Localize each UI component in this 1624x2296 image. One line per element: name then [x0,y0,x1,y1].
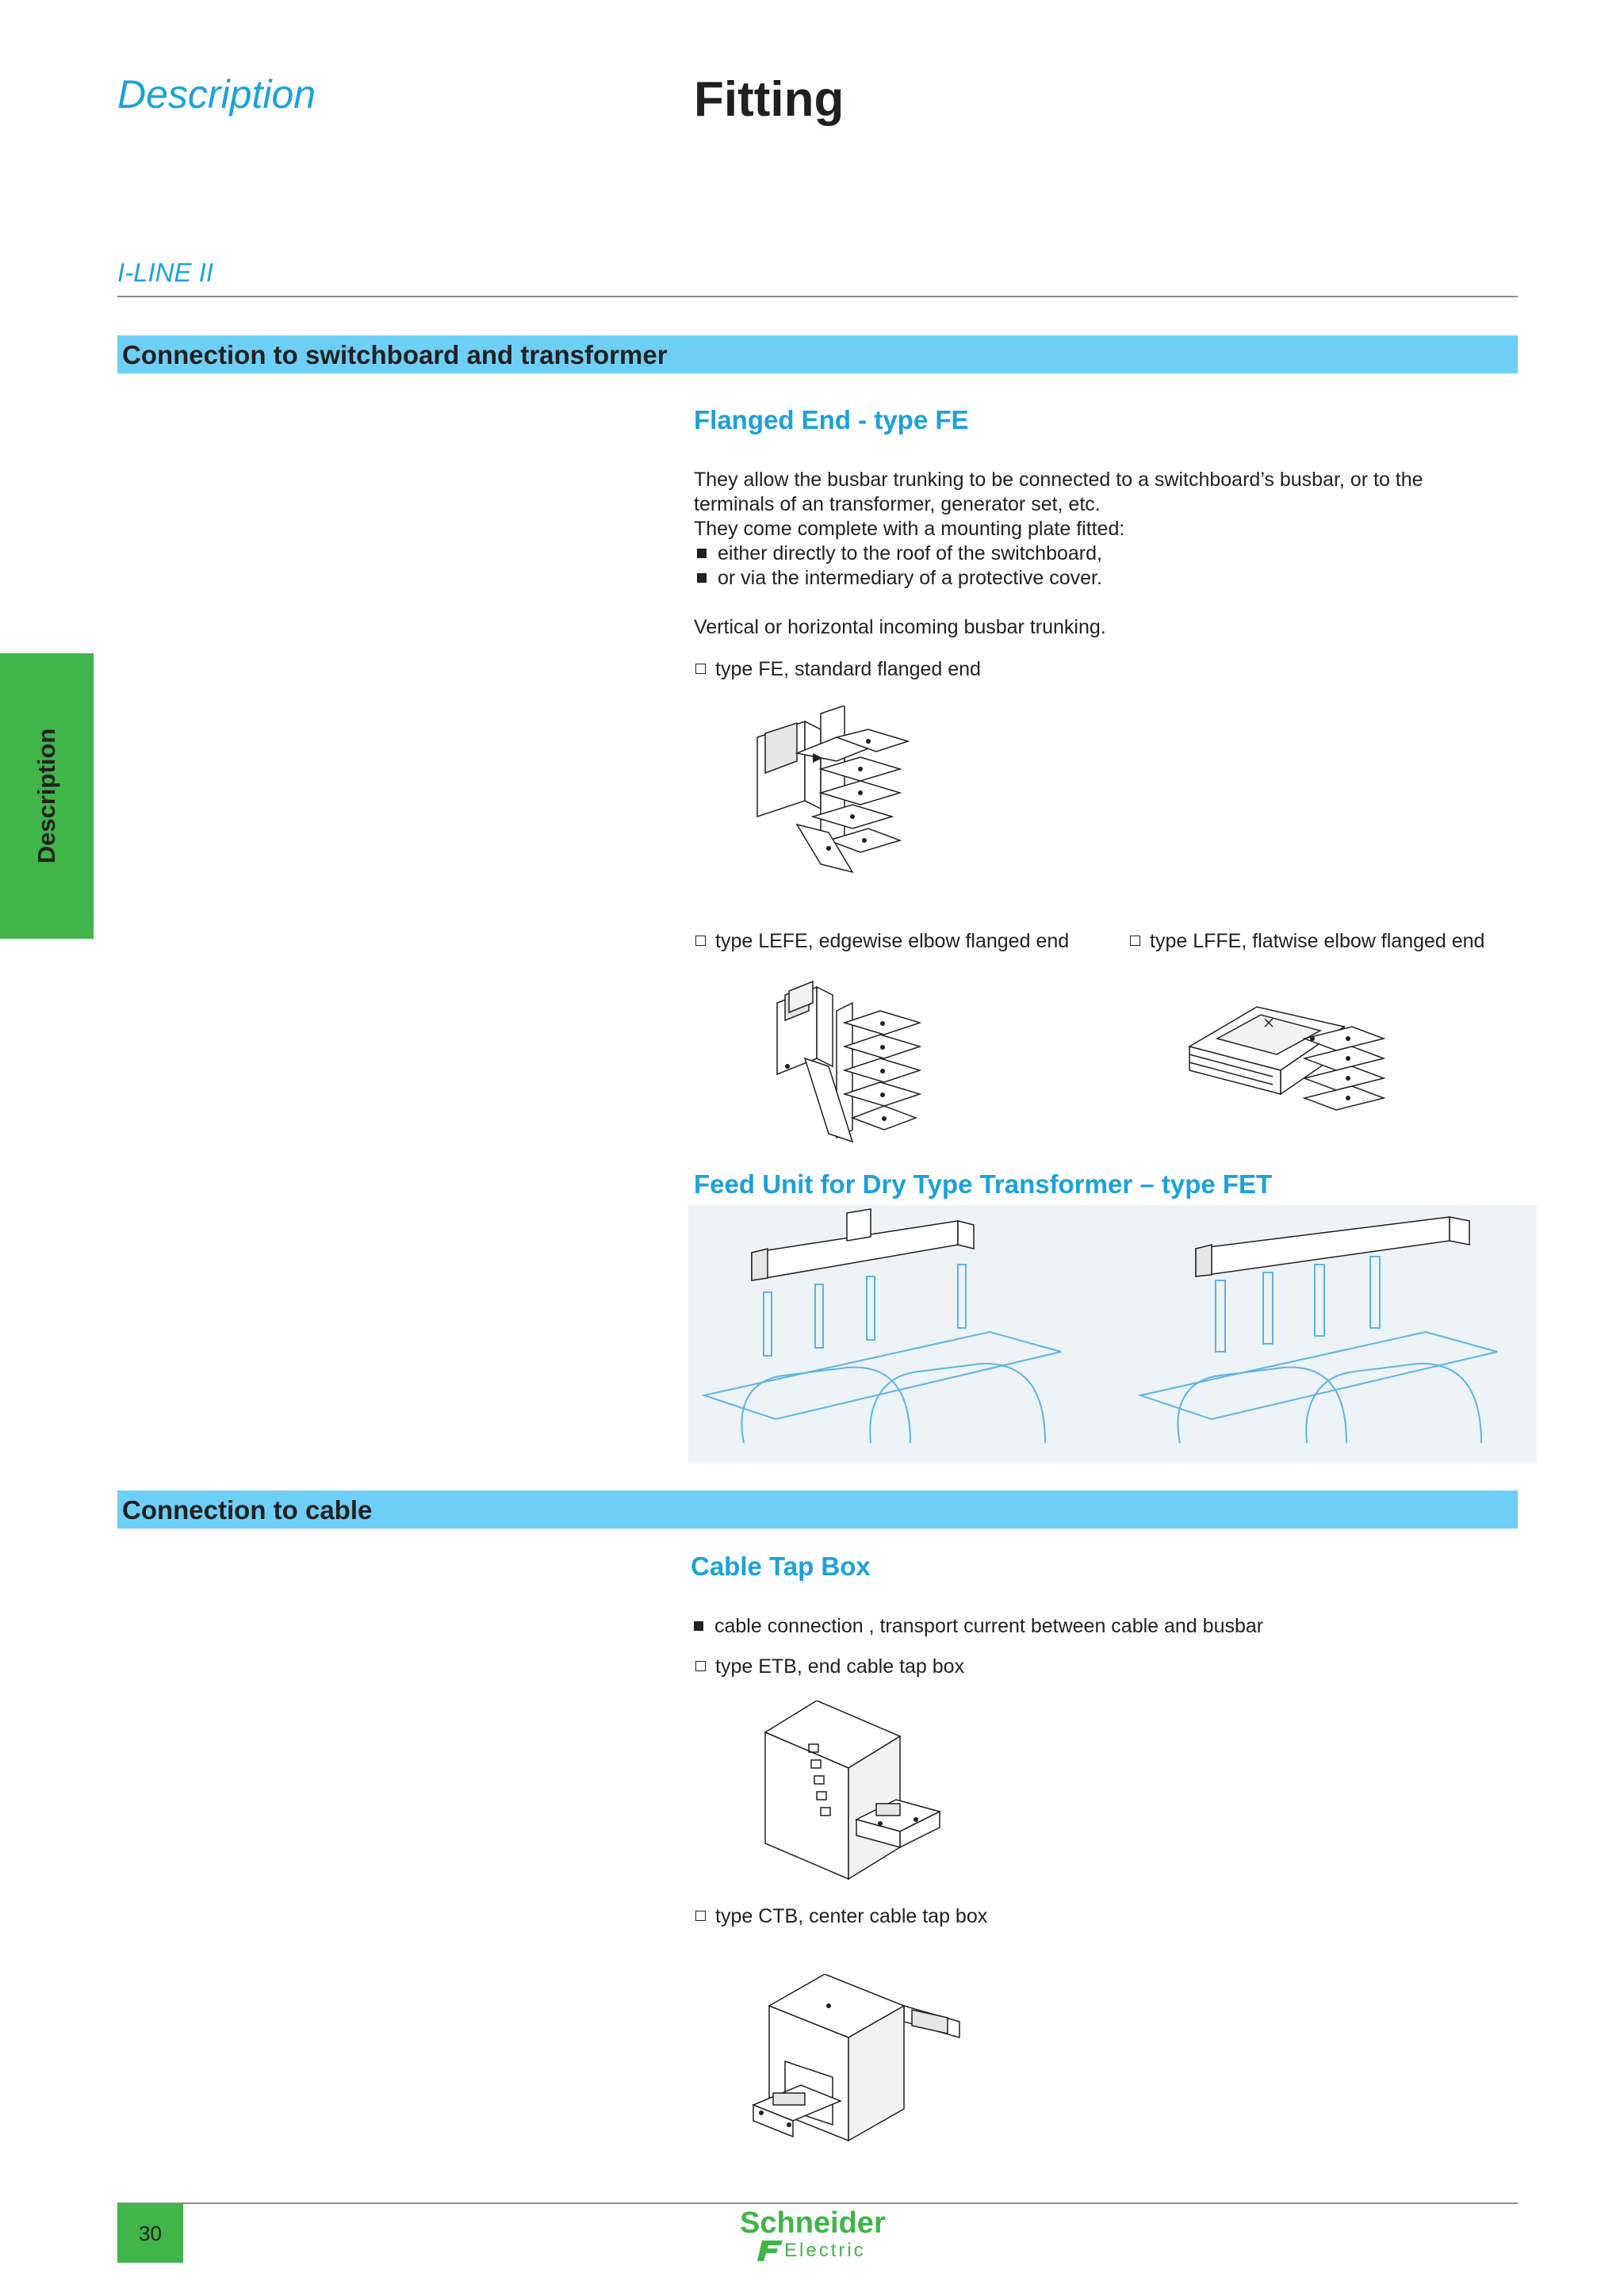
type-fe-drawing [749,706,916,880]
section-bar-switchboard [117,335,1518,373]
schneider-electric-logo [733,2206,900,2263]
square-bullet-icon [694,1621,703,1631]
series-label: I-LINE II [117,258,214,287]
side-tab [0,653,94,939]
type-lefe-drawing [765,979,932,1146]
section-bar-label: Connection to switchboard and transformer [122,340,668,369]
type-etb-drawing [757,1701,948,1883]
bullet-item: either directly to the roof of the switchboard, [694,541,1526,566]
hollow-box-icon [1130,936,1140,946]
flanged-end-para-4: Vertical or horizontal incoming busbar trunking. [694,616,1106,638]
type-ctb-label: type CTB, center cable tap box [694,1904,987,1929]
section-bar-label: Connection to cable [122,1495,373,1525]
type-etb-label: type ETB, end cable tap box [694,1655,964,1679]
hollow-box-icon [695,1661,706,1671]
svg-text:Electric: Electric [784,2240,866,2261]
flanged-end-para-2: terminals of an transformer, generator set, etc. [694,493,1101,515]
hollow-box-icon [695,664,706,674]
section-bar-cable [117,1490,1518,1529]
flanged-end-description [694,468,1526,640]
square-bullet-icon [697,573,707,583]
type-ctb-drawing [745,1974,967,2149]
page-number-box [117,2204,183,2263]
cable-tap-bullet: cable connection , transport current between cable and busbar [691,1614,1263,1639]
flanged-end-heading: Flanged End - type FE [694,405,969,434]
hollow-box-icon [695,1911,706,1921]
type-fet-drawings [688,1205,1537,1463]
hollow-box-icon [695,936,706,946]
logo-mark-icon [757,2241,783,2261]
flanged-end-para-3: They come complete with a mounting plate fitted: [694,518,1125,540]
footer-divider [117,2202,1518,2204]
svg-text:Schneider: Schneider [740,2206,886,2240]
square-bullet-icon [697,549,707,558]
bullet-item: or via the intermediary of a protective cover. [694,566,1526,591]
page-title: Fitting [694,72,845,127]
cable-tap-box-heading: Cable Tap Box [691,1552,871,1581]
fet-heading: Feed Unit for Dry Type Transformer – type FET [694,1169,1273,1199]
type-lffe-label: type LFFE, flatwise elbow flanged end [1128,929,1484,954]
type-lefe-label: type LEFE, edgewise elbow flanged end [694,929,1069,954]
type-lffe-drawing [1185,983,1400,1126]
page-number: 30 [139,2221,162,2245]
flanged-end-para-1: They allow the busbar trunking to be connected to a switchboard’s busbar, or to the [694,469,1423,491]
header-section-label: Description [117,72,316,117]
type-fe-label: type FE, standard flanged end [694,657,981,682]
header-divider [117,296,1518,297]
side-tab-label: Description [33,728,60,864]
